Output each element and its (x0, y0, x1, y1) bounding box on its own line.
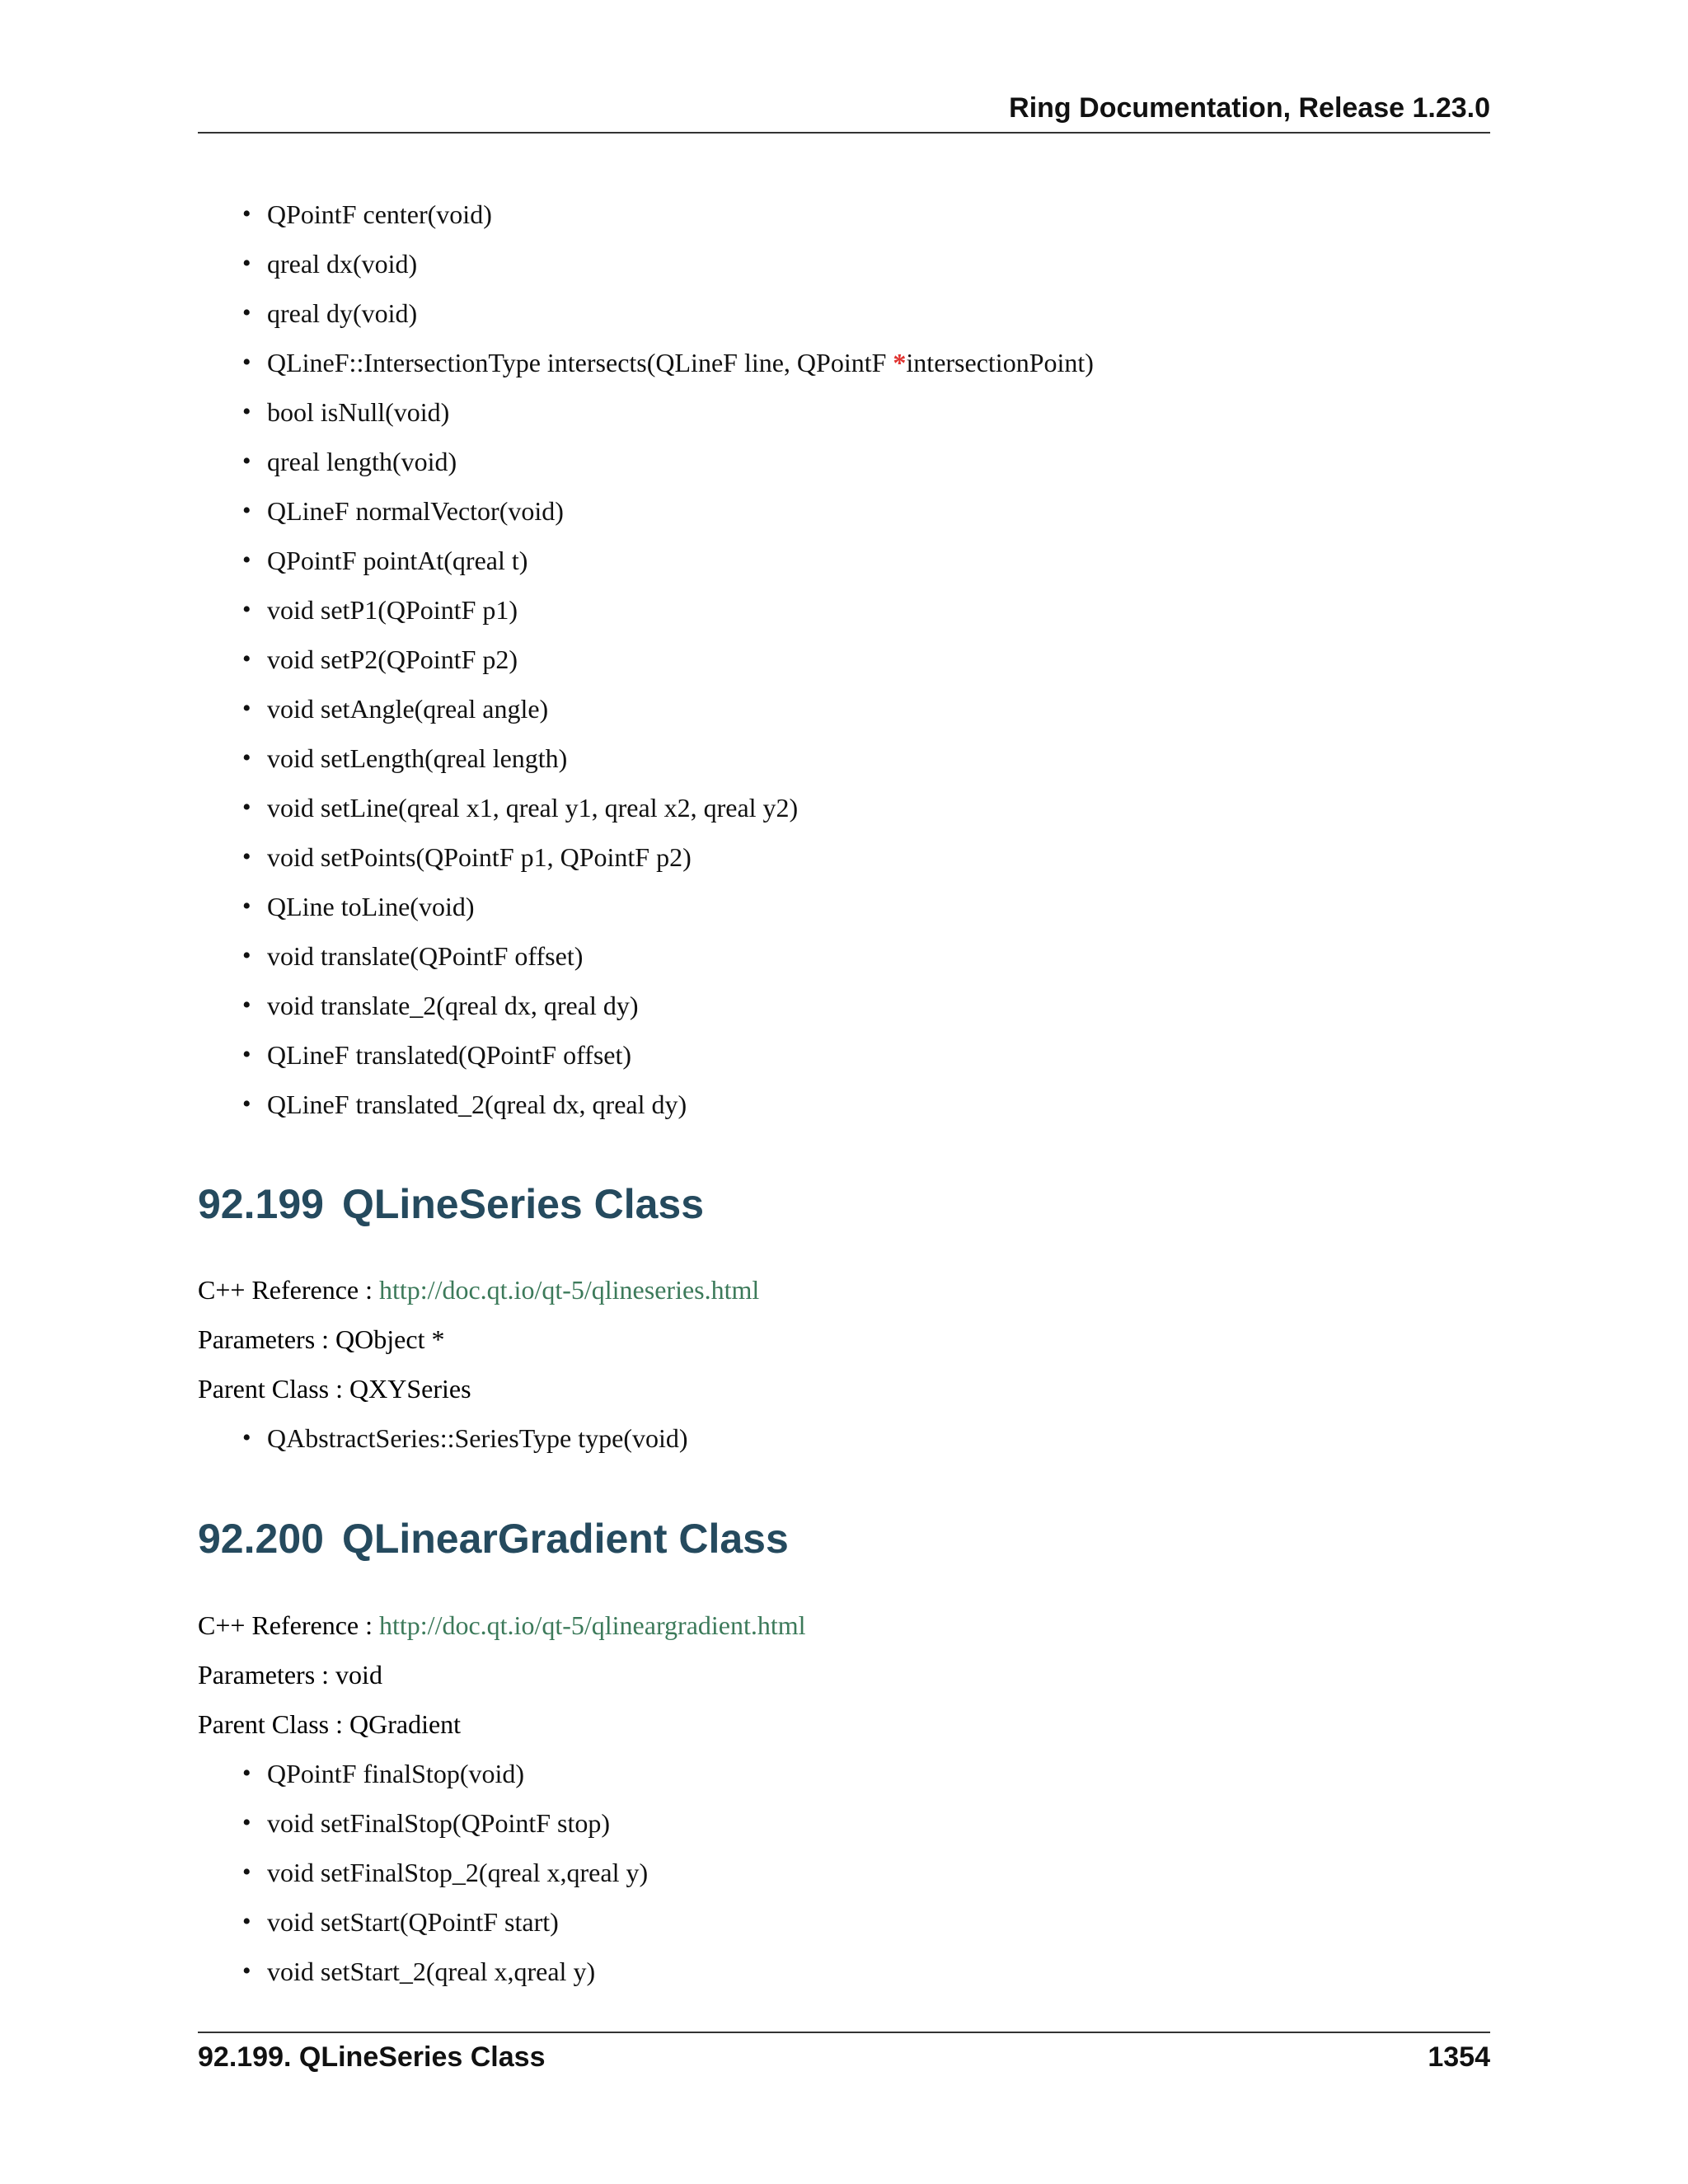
asterisk-marker: * (893, 348, 907, 377)
cpp-reference-line (198, 1273, 759, 1306)
parameters-line (198, 1323, 444, 1356)
method-item: • void translate_2(qreal dx, qreal dy) (198, 989, 1094, 1038)
method-item: • QLine toLine(void) (198, 890, 1094, 940)
reference-link[interactable]: http://doc.qt.io/qt-5/qlineargradient.html (379, 1610, 806, 1640)
footer-section-label: 92.199. QLineSeries Class (198, 2041, 546, 2073)
method-item: • qreal dx(void) (198, 247, 1094, 297)
section-number: 92.200 (198, 1516, 324, 1562)
cpp-reference-line (198, 1609, 806, 1642)
parent-class-value: QXYSeries (349, 1374, 471, 1404)
method-item: • void setStart(QPointF start) (198, 1905, 648, 1955)
reference-label: C++ Reference : (198, 1275, 379, 1305)
parameters-label: Parameters : (198, 1660, 336, 1690)
method-item: • void setLength(qreal length) (198, 742, 1094, 791)
document-title: Ring Documentation, Release 1.23.0 (1009, 92, 1490, 124)
parameters-value: QObject * (335, 1324, 445, 1354)
page-number: 1354 (1428, 2041, 1490, 2073)
parent-class-label: Parent Class : (198, 1709, 349, 1739)
parent-class-line (198, 1372, 471, 1405)
reference-link[interactable]: http://doc.qt.io/qt-5/qlineseries.html (379, 1275, 760, 1305)
method-item: • void setFinalStop(QPointF stop) (198, 1807, 648, 1856)
method-item: • void setP2(QPointF p2) (198, 643, 1094, 692)
method-item: • void setPoints(QPointF p1, QPointF p2) (198, 841, 1094, 890)
method-item: • void setAngle(qreal angle) (198, 692, 1094, 742)
method-item: • void translate(QPointF offset) (198, 940, 1094, 989)
section-title: QLinearGradient Class (341, 1516, 789, 1562)
qlineseries-method-list (198, 1422, 688, 1471)
method-item: • void setStart_2(qreal x,qreal y) (198, 1955, 648, 2004)
method-item: • qreal dy(void) (198, 297, 1094, 346)
reference-label: C++ Reference : (198, 1610, 379, 1640)
section-heading-qlineargradient (198, 1515, 789, 1563)
qlinef-method-list (198, 198, 1094, 1137)
method-item: • QPointF center(void) (198, 198, 1094, 247)
section-title: QLineSeries Class (341, 1181, 705, 1227)
method-item: • void setFinalStop_2(qreal x,qreal y) (198, 1856, 648, 1905)
method-item: • bool isNull(void) (198, 396, 1094, 445)
section-number: 92.199 (198, 1181, 324, 1227)
method-item: • QLineF translated(QPointF offset) (198, 1038, 1094, 1088)
parameters-label: Parameters : (198, 1324, 336, 1354)
method-item: • qreal length(void) (198, 445, 1094, 494)
page-footer (198, 2032, 1490, 2083)
parent-class-value: QGradient (349, 1709, 462, 1739)
parameters-value: void (335, 1660, 382, 1690)
section-heading-qlineseries (198, 1180, 704, 1228)
parameters-line (198, 1658, 382, 1691)
parent-class-label: Parent Class : (198, 1374, 349, 1404)
method-item-intersects (198, 346, 1094, 396)
method-text: intersectionPoint) (906, 348, 1094, 377)
method-item: • QAbstractSeries::SeriesType type(void) (198, 1422, 688, 1471)
method-item: • QPointF pointAt(qreal t) (198, 544, 1094, 593)
method-item: • void setLine(qreal x1, qreal y1, qreal x2, qreal y2) (198, 791, 1094, 841)
method-text: QLineF::IntersectionType intersects(QLineF line, QPointF (267, 348, 893, 377)
page-header (198, 91, 1490, 134)
qlineargradient-method-list (198, 1757, 648, 2004)
method-item: • QLineF normalVector(void) (198, 494, 1094, 544)
parent-class-line (198, 1708, 461, 1741)
method-item: • void setP1(QPointF p1) (198, 593, 1094, 643)
method-item: • QPointF finalStop(void) (198, 1757, 648, 1807)
method-item: • QLineF translated_2(qreal dx, qreal dy) (198, 1088, 1094, 1137)
